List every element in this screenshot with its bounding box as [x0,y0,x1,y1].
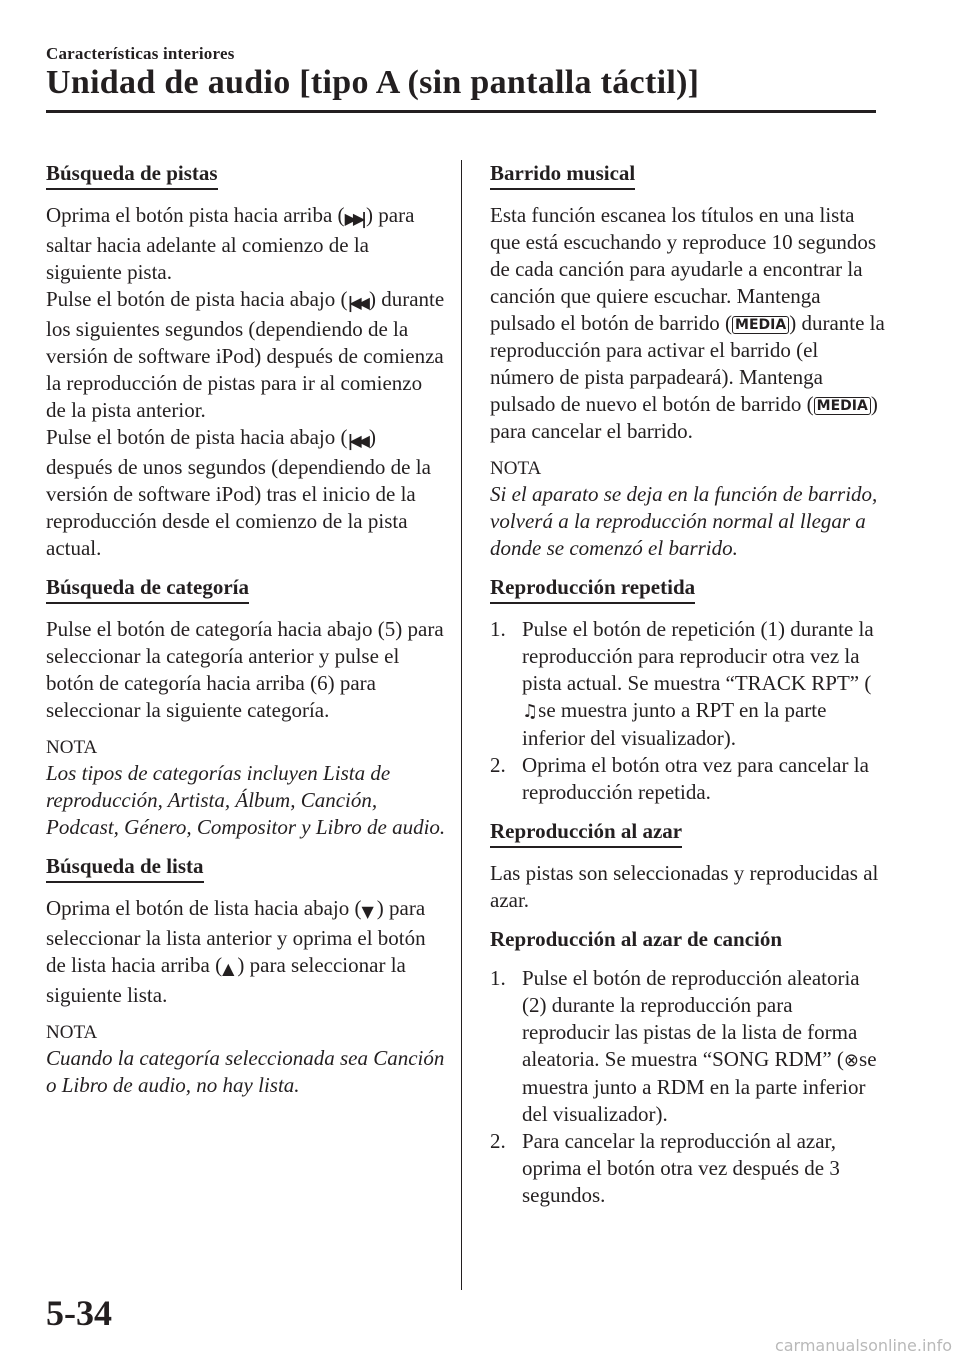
note-label: NOTA [46,1022,98,1043]
list-item: 1. Pulse el botón de reproducción aleatoria (2) durante la reproducción para reproducir las pistas de la lista de forma aleatoria. Se muestra “SONG RDM” (⊗se muestra junto a RDM en la parte inferior del visualizador). [490,966,877,1126]
left-column [46,160,446,1111]
note-label: NOTA [490,458,542,479]
heading-random: Reproducción al azar [490,818,682,848]
note-label: NOTA [46,737,98,758]
track-search-paragraph-2: Pulse el botón de pista hacia abajo (|◀◀ ) durante los siguientes segundos (dependiendo de la versión de software iPod) después de comienza la reproducción de pistas para ir al comienzo de la pista anterior. [46,287,445,422]
random-text: Las pistas son seleccionadas y reproducidas al azar. [490,861,879,912]
shuffle-icon: ⊗ [843,1050,860,1071]
page-number: 5-34 [46,1293,112,1333]
down-arrow-icon: ▼ [361,902,374,921]
repeat-icon: ♫ [522,701,539,722]
list-item: 2. Oprima el botón otra vez para cancelar la reproducción repetida. [490,753,869,804]
track-search-paragraph-1: Oprima el botón pista hacia arriba (▶▶| ) para saltar hacia adelante al comienzo de la siguiente pista. [46,203,415,284]
right-column [490,160,885,1221]
note-text: Los tipos de categorías incluyen Lista de reproducción, Artista, Álbum, Canción, Podcast, Género, Compositor y Libro de audio. [46,761,446,839]
scan-text: Esta función escanea los títulos en una lista que está escuchando y reproduce 10 segundos de cada canción para ayudarle a encontrar la canción que quiere escuchar. Mantenga pulsado el botón de barrido ( MEDIA ) durante la reproducción para activar el barrido (el número de pista parpadeará). Mantenga pulsado de nuevo el botón de barrido ( MEDIA ) para cancelar el barrido. [490,203,885,443]
heading-music-scan: Barrido musical [490,160,635,190]
category-search-text: Pulse el botón de categoría hacia abajo (5) para seleccionar la categoría anterior y pulse el botón de categoría hacia arriba (6) para seleccionar la siguiente categoría. [46,617,444,722]
page-title: Unidad de audio [tipo A (sin pantalla táctil)] [46,64,700,101]
title-rule [46,110,876,113]
column-divider [461,160,462,1290]
note-text: Si el aparato se deja en la función de barrido, volverá a la reproducción normal al llegar a donde se comenzó el barrido. [490,482,878,560]
note-text: Cuando la categoría seleccionada sea Canción o Libro de audio, no hay lista. [46,1046,445,1097]
list-item: 1. Pulse el botón de repetición (1) durante la reproducción para reproducir otra vez la pista actual. Se muestra “TRACK RPT” (♫se muestra junto a RPT en la parte inferior del visualizador). [490,617,874,750]
up-arrow-icon: ▲ [222,959,235,978]
heading-track-search: Búsqueda de pistas [46,160,218,190]
random-steps [490,965,885,1209]
list-search-text: Oprima el botón de lista hacia abajo (▼ ) para seleccionar la lista anterior y oprima el botón de lista hacia arriba (▲ ) para seleccionar la siguiente lista. [46,896,426,1007]
next-track-icon: ▶▶| [344,209,364,228]
previous-track-icon: |◀◀ [347,431,366,450]
watermark: carmanualsonline.info [774,1336,952,1355]
media-button-icon: MEDIA [732,316,789,334]
heading-repeat: Reproducción repetida [490,574,695,604]
subheading-random-song: Reproducción al azar de canción [490,927,783,951]
media-button-icon: MEDIA [814,397,871,415]
breadcrumb: Características interiores [46,44,235,63]
repeat-steps [490,616,885,806]
list-item: 2. Para cancelar la reproducción al azar, oprima el botón otra vez después de 3 segundos. [490,1129,840,1207]
previous-track-icon: |◀◀ [347,293,366,312]
heading-list-search: Búsqueda de lista [46,853,204,883]
track-search-paragraph-3: Pulse el botón de pista hacia abajo (|◀◀ ) después de unos segundos (dependiendo de la versión de software iPod) tras el inicio de la reproducción desde el comienzo de la pista actual. [46,425,431,560]
heading-category-search: Búsqueda de categoría [46,574,249,604]
